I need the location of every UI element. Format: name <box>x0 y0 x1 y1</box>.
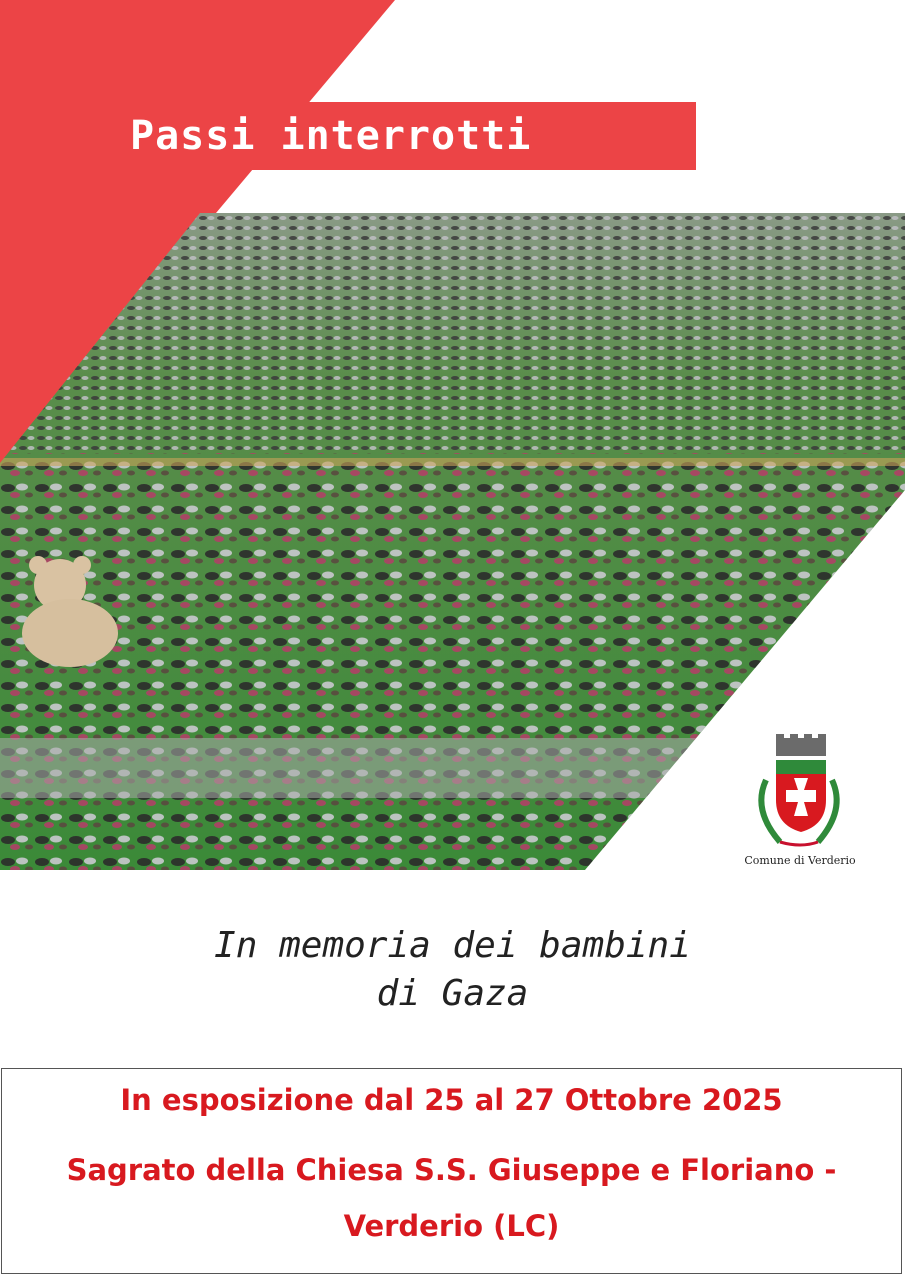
page-title: Passi interrotti <box>130 113 532 159</box>
exhibition-dates: In esposizione dal 25 al 27 Ottobre 2025 <box>120 1083 783 1117</box>
memorial-subtitle-line-1: In memoria dei bambini <box>214 925 691 966</box>
memorial-subtitle-line-2: di Gaza <box>376 973 529 1014</box>
info-box <box>1 1068 902 1274</box>
exhibition-location-line-2: Verderio (LC) <box>343 1209 560 1243</box>
logo-caption: Comune di Verderio <box>744 854 856 867</box>
exhibition-location-line-1: Sagrato della Chiesa S.S. Giuseppe e Floriano - <box>66 1153 837 1187</box>
memorial-subtitle <box>90 922 815 1018</box>
